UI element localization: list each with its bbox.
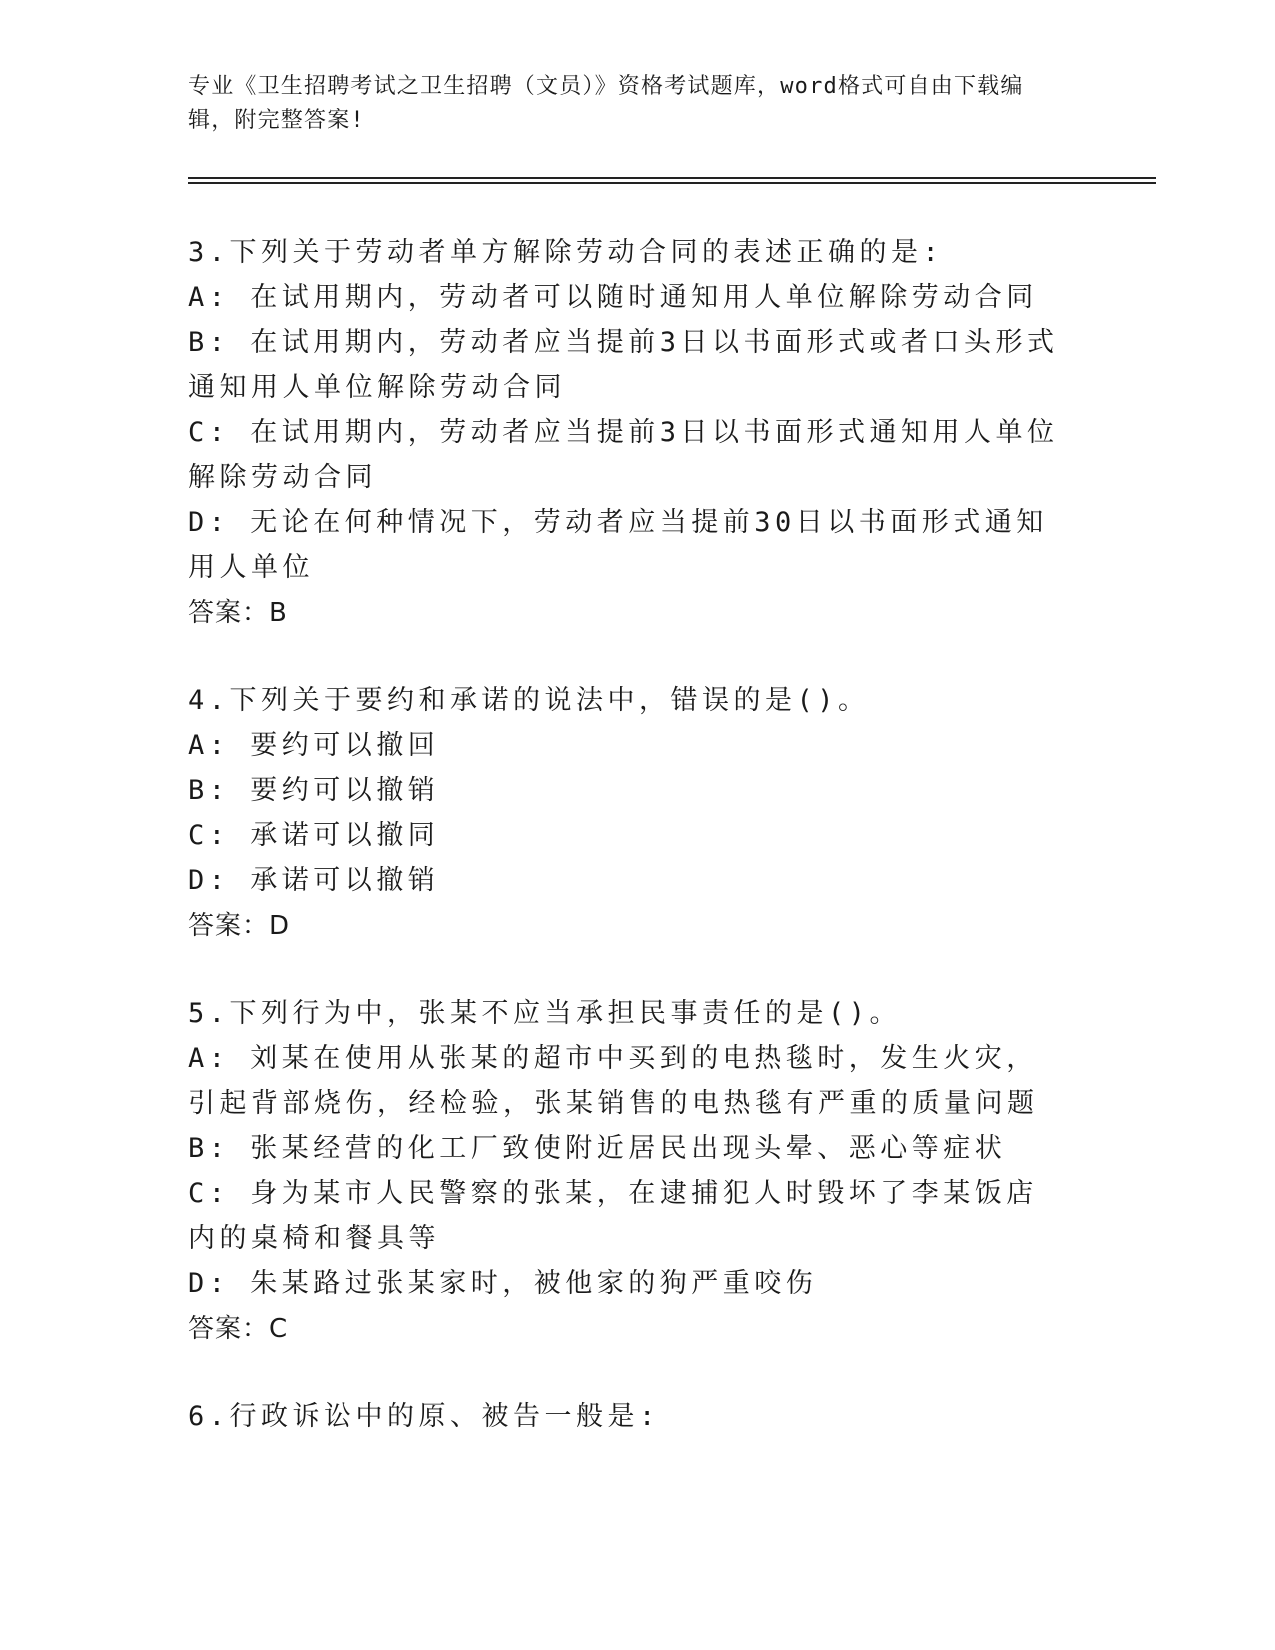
- document-header: 专业《卫生招聘考试之卫生招聘（文员）》资格考试题库，word格式可自由下载编辑，附完整答案!: [188, 74, 1024, 133]
- question-stem: 4.下列关于要约和承诺的说法中，错误的是()。: [188, 685, 870, 716]
- question-item: [188, 991, 1068, 1352]
- question-item: [188, 678, 1068, 949]
- option-b: B: 在试用期内，劳动者应当提前3日以书面形式或者口头形式通知用人单位解除劳动合同: [188, 327, 1059, 403]
- header-divider-bottom: [188, 182, 1156, 184]
- option-d: D: 承诺可以撤销: [188, 865, 440, 896]
- option-d: D: 朱某路过张某家时，被他家的狗严重咬伤: [188, 1268, 818, 1299]
- question-list: [188, 230, 1068, 1481]
- option-a: A: 在试用期内，劳动者可以随时通知用人单位解除劳动合同: [188, 282, 1038, 313]
- option-c: C: 承诺可以撤同: [188, 820, 440, 851]
- option-d: D: 无论在何种情况下，劳动者应当提前30日以书面形式通知用人单位: [188, 507, 1048, 583]
- answer-label: 答案：D: [188, 911, 291, 941]
- answer-label: 答案：B: [188, 598, 288, 628]
- option-b: B: 要约可以撤销: [188, 775, 440, 806]
- option-a: A: 刘某在使用从张某的超市中买到的电热毯时，发生火灾，引起背部烧伤，经检验，张某销售的电热毯有严重的质量问题: [188, 1043, 1039, 1119]
- question-stem: 6.行政诉讼中的原、被告一般是:: [188, 1401, 660, 1432]
- option-a: A: 要约可以撤回: [188, 730, 440, 761]
- option-c: C: 身为某市人民警察的张某，在逮捕犯人时毁坏了李某饭店内的桌椅和餐具等: [188, 1178, 1038, 1254]
- question-stem: 3.下列关于劳动者单方解除劳动合同的表述正确的是:: [188, 237, 944, 268]
- answer-label: 答案：C: [188, 1314, 289, 1344]
- header-divider-top: [188, 177, 1156, 179]
- question-stem: 5.下列行为中，张某不应当承担民事责任的是()。: [188, 998, 902, 1029]
- question-item: [188, 1394, 1068, 1439]
- question-item: [188, 230, 1068, 636]
- option-c: C: 在试用期内，劳动者应当提前3日以书面形式通知用人单位解除劳动合同: [188, 417, 1059, 493]
- option-b: B: 张某经营的化工厂致使附近居民出现头晕、恶心等症状: [188, 1133, 1007, 1164]
